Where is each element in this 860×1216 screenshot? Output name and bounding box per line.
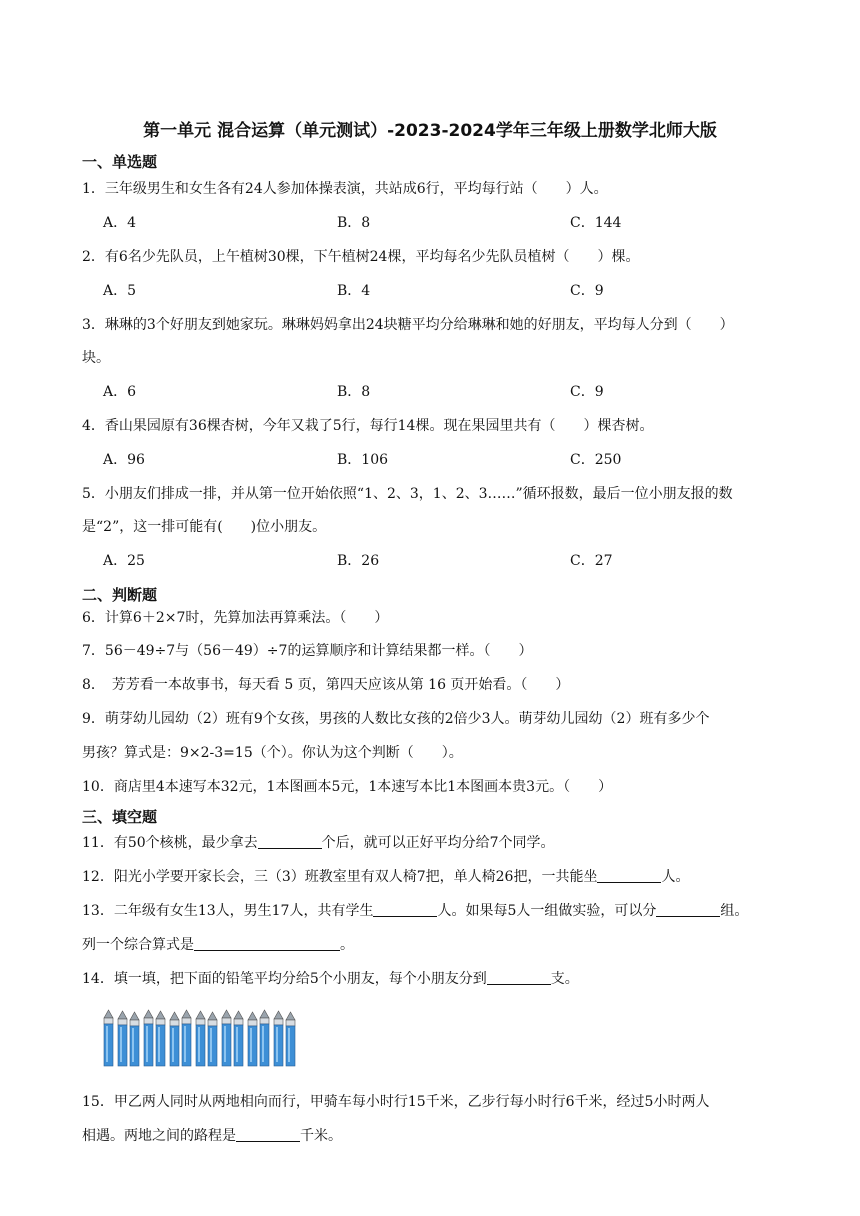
answer-blank[interactable] [656,902,720,917]
pencil [104,1010,113,1066]
question-5-line-2: 是“2”，这一排可能有( )位小朋友。 [82,519,327,535]
pencil [130,1012,139,1066]
question-3-line-1: 3．琳琳的3个好朋友到她家玩。琳琳妈妈拿出24块糖平均分给琳琳和她的好朋友，平均每人分到（ ） [82,317,734,333]
option-a: A．96 [103,452,145,468]
option-b: B．4 [337,283,371,299]
option-c: C．144 [570,215,622,231]
question-11 [82,834,555,852]
option-b: B．8 [337,215,371,231]
option-a: A．4 [103,215,137,231]
pencil [118,1011,127,1066]
pencils-image [102,1006,304,1072]
question-13-text-mid: 人。如果每5人一组做实验，可以分 [437,903,657,919]
question-6: 6．计算6＋2×7时，先算加法再算乘法。（ ） [82,610,389,626]
option-b: B．26 [337,553,380,569]
question-1-options [103,214,823,232]
question-1: 1．三年级男生和女生各有24人参加体操表演，共站成6行，平均每行站（ ）人。 [82,181,608,197]
pencil [274,1011,283,1066]
question-15-line-1: 15．甲乙两人同时从两地相向而行，甲骑车每小时行15千米，乙步行每小时行6千米，经过5小时两人 [82,1094,710,1110]
question-11-text-end: 个后，就可以正好平均分给7个同学。 [321,835,555,851]
answer-blank[interactable] [194,936,340,951]
question-4-options [103,451,823,469]
pencil [182,1010,191,1066]
section-heading-single-choice: 一、单选题 [82,153,158,171]
question-5-options [103,552,823,570]
question-13-text: 13．二年级有女生13人，男生17人，共有学生 [82,903,374,919]
question-12-text: 12．阳光小学要开家长会，三（3）班教室里有双人椅7把，单人椅26把，一共能坐 [82,869,598,885]
question-10: 10．商店里4本速写本32元，1本图画本5元，1本速写本比1本图画本贵3元。（ ） [82,779,613,795]
question-15-line-2 [82,1127,342,1145]
option-b: B．106 [337,452,389,468]
pencil [260,1010,269,1066]
question-2: 2．有6名少先队员，上午植树30棵，下午植树24棵，平均每名少先队员植树（ ）棵。 [82,249,640,265]
question-3-options [103,383,823,401]
section-heading-fill-blank: 三、填空题 [82,808,158,826]
question-8: 8． 芳芳看一本故事书，每天看 5 页，第四天应该从第 16 页开始看。（ ） [82,677,570,693]
option-c: C．9 [570,384,604,400]
answer-blank[interactable] [236,1127,300,1142]
section-heading-true-false: 二、判断题 [82,586,158,604]
question-14-text-end: 支。 [550,971,579,987]
option-c: C．27 [570,553,613,569]
option-a: A．25 [103,553,145,569]
question-7: 7．56－49÷7与（56－49）÷7的运算顺序和计算结果都一样。（ ） [82,643,533,659]
pencil [196,1011,205,1066]
question-15-text: 相遇。两地之间的路程是 [82,1128,236,1144]
pencil [286,1012,295,1066]
question-4: 4．香山果园原有36棵杏树，今年又栽了5行，每行14棵。现在果园里共有（ ）棵杏树。 [82,418,654,434]
question-14-text: 14．填一填，把下面的铅笔平均分给5个小朋友，每个小朋友分到 [82,971,487,987]
question-9-line-2: 男孩？算式是：9×2-3=15（个）。你认为这个判断（ ）。 [82,745,463,761]
question-3-line-2: 块。 [82,350,110,366]
option-c: C．9 [570,283,604,299]
question-13-line-2-end: 。 [340,937,354,953]
option-a: A．6 [103,384,137,400]
question-12 [82,868,689,886]
option-a: A．5 [103,283,137,299]
pencil [144,1010,153,1066]
question-11-text: 11．有50个核桃，最少拿去 [82,835,258,851]
answer-blank[interactable] [373,902,437,917]
pencil [156,1011,165,1066]
option-c: C．250 [570,452,622,468]
question-13-line-2 [82,936,354,954]
pencil [222,1010,231,1066]
question-15-text-end: 千米。 [300,1128,342,1144]
page-title: 第一单元 混合运算（单元测试）-2023-2024学年三年级上册数学北师大版 [143,121,717,141]
question-12-text-end: 人。 [661,869,690,885]
question-2-options [103,282,823,300]
answer-blank[interactable] [258,834,322,849]
pencil [170,1012,179,1066]
pencil [208,1012,217,1066]
question-13-line-1 [82,902,748,920]
question-9-line-1: 9．萌芽幼儿园幼（2）班有9个女孩，男孩的人数比女孩的2倍少3人。萌芽幼儿园幼（2）班有多少个 [82,711,710,727]
option-b: B．8 [337,384,371,400]
answer-blank[interactable] [487,970,551,985]
pencil [248,1012,257,1066]
question-14 [82,970,579,988]
pencil [234,1011,243,1066]
question-13-text-end: 组。 [720,903,749,919]
question-13-line-2-text: 列一个综合算式是 [82,937,194,953]
answer-blank[interactable] [597,868,661,883]
question-5-line-1: 5．小朋友们排成一排，并从第一位开始依照“1、2、3，1、2、3……”循环报数，最后一位小朋友报的数 [82,486,733,502]
